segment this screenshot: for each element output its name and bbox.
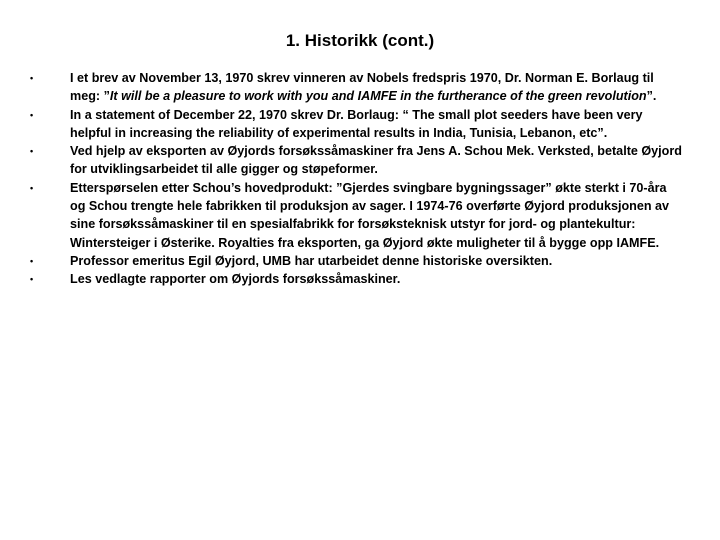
slide-title: 1. Historikk (cont.) xyxy=(285,31,435,50)
bullet-list xyxy=(0,69,720,289)
list-item xyxy=(0,270,682,288)
bullet-icon: • xyxy=(30,146,34,157)
item-text: In a statement of December 22, 1970 skrev Dr. Borlaug: “ The small plot seeders have been very helpful in increasing the reliability of experimental results in India, Tunisia, Lebanon, etc”. xyxy=(70,107,643,140)
bullet-icon: • xyxy=(30,274,34,285)
list-item xyxy=(0,142,682,179)
item-text: Etterspørselen etter Schou’s hovedprodukt: ”Gjerdes svingbare bygningssager” økte sterkt i 70-åra og Schou trengte hele fabrikken til produksjon av sager. I 1974-76 overførte Øyjord produksjonen av sine forsøkssåmaskiner til en spesialfabrikk for forsøksteknisk utstyr for jord- og plantekultur: Wintersteiger i Østerike. Royalties fra eksporten, ga Øyjord økte muligheter til å bygge opp IAMFE. xyxy=(70,180,670,250)
quote-text: It will be a pleasure to work with you and IAMFE in the furtherance of the green revolution xyxy=(109,89,647,104)
bullet-icon: • xyxy=(30,109,34,120)
item-text: Ved hjelp av eksporten av Øyjords forsøkssåmaskiner fra Jens A. Schou Mek. Verksted, betalte Øyjord for utviklingsarbeidet til alle gigger og støpeformer. xyxy=(70,144,682,177)
item-text: Les vedlagte rapporter om Øyjords forsøkssåmaskiner. xyxy=(70,272,401,287)
item-text: I et brev av November 13, 1970 skrev vinneren av Nobels fredspris 1970, Dr. Norman E. Borlaug til meg: ” xyxy=(70,71,654,104)
list-item xyxy=(0,179,682,252)
bullet-icon: • xyxy=(30,73,34,83)
bullet-icon: • xyxy=(30,182,34,193)
item-text: Professor emeritus Egil Øyjord, UMB har utarbeidet denne historiske oversikten. xyxy=(70,253,553,268)
list-item xyxy=(0,252,682,270)
list-item xyxy=(0,106,682,143)
list-item xyxy=(0,69,682,106)
item-text-end: ”. xyxy=(646,89,657,104)
bullet-icon: • xyxy=(30,255,34,266)
